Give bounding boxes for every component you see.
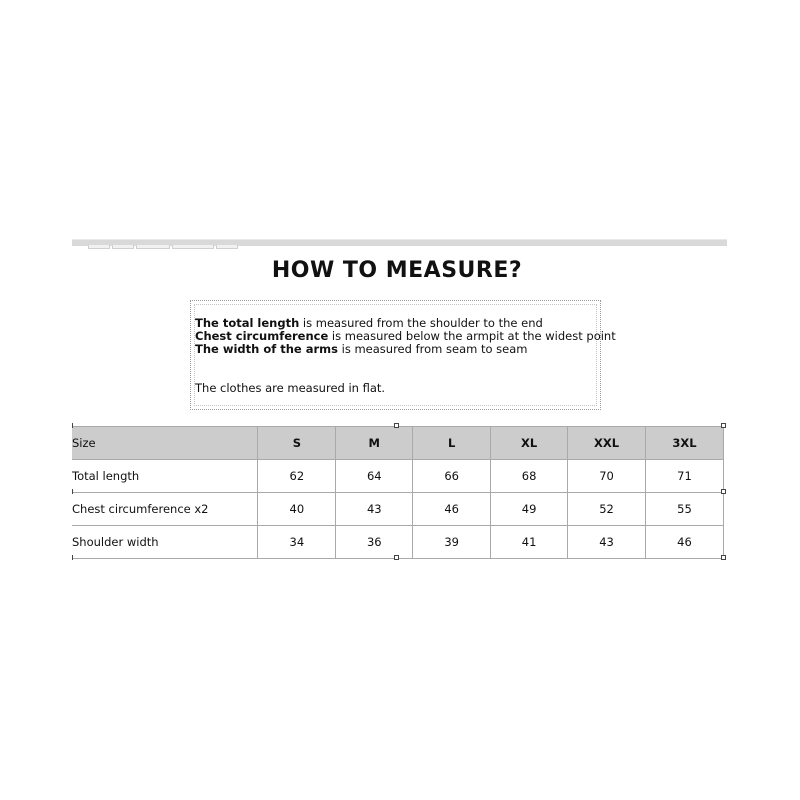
table-cell[interactable]: 71 — [646, 460, 724, 493]
editor-toolbar-strip — [72, 239, 727, 246]
table-cell[interactable]: 62 — [258, 460, 336, 493]
instruction-term: The total length — [195, 316, 300, 330]
page-title: HOW TO MEASURE? — [271, 258, 523, 283]
header-cell-xl[interactable]: XL — [491, 427, 568, 460]
header-cell-size[interactable]: Size — [72, 427, 258, 460]
table-cell[interactable]: 43 — [336, 493, 413, 526]
table-cell[interactable]: 55 — [646, 493, 724, 526]
instruction-term: The width of the arms — [195, 342, 338, 356]
toolbar-tab[interactable] — [216, 245, 238, 249]
resize-handle-top-left[interactable] — [72, 423, 73, 428]
instruction-line — [195, 343, 616, 356]
table-row — [72, 460, 724, 493]
resize-handle-middle-right[interactable] — [721, 489, 726, 494]
resize-handle-bottom-right[interactable] — [721, 555, 726, 560]
header-cell-l[interactable]: L — [413, 427, 491, 460]
row-label-total-length[interactable]: Total length — [72, 460, 258, 493]
header-cell-3xl[interactable]: 3XL — [646, 427, 724, 460]
row-label-chest-circumference[interactable]: Chest circumference x2 — [72, 493, 258, 526]
table-cell[interactable]: 34 — [258, 526, 336, 559]
table-row — [72, 493, 724, 526]
toolbar-tab[interactable] — [136, 245, 170, 249]
instruction-description: is measured from seam to seam — [337, 342, 528, 356]
instruction-description: is measured from the shoulder to the end — [299, 316, 543, 330]
table-cell[interactable]: 43 — [568, 526, 646, 559]
table-cell[interactable]: 64 — [336, 460, 413, 493]
resize-handle-top-middle[interactable] — [394, 423, 399, 428]
header-cell-xxl[interactable]: XXL — [568, 427, 646, 460]
header-cell-m[interactable]: M — [336, 427, 413, 460]
measurement-instructions — [195, 317, 616, 356]
table-cell[interactable]: 66 — [413, 460, 491, 493]
row-label-shoulder-width[interactable]: Shoulder width — [72, 526, 258, 559]
header-cell-s[interactable]: S — [258, 427, 336, 460]
resize-handle-top-right[interactable] — [721, 423, 726, 428]
measurement-note: The clothes are measured in flat. — [195, 381, 386, 395]
table-cell[interactable]: 46 — [646, 526, 724, 559]
table-cell[interactable]: 41 — [491, 526, 568, 559]
table-cell[interactable]: 40 — [258, 493, 336, 526]
instruction-description: is measured below the armpit at the widest point — [328, 329, 616, 343]
table-cell[interactable]: 70 — [568, 460, 646, 493]
toolbar-tab[interactable] — [88, 245, 110, 249]
table-row — [72, 526, 724, 559]
toolbar-tab[interactable] — [112, 245, 134, 249]
size-chart-table[interactable] — [72, 426, 724, 559]
table-cell[interactable]: 39 — [413, 526, 491, 559]
resize-handle-bottom-middle[interactable] — [394, 555, 399, 560]
table-cell[interactable]: 49 — [491, 493, 568, 526]
table-cell[interactable]: 46 — [413, 493, 491, 526]
table-cell[interactable]: 68 — [491, 460, 568, 493]
resize-handle-bottom-left[interactable] — [72, 555, 73, 560]
toolbar-tab[interactable] — [172, 245, 214, 249]
table-cell[interactable]: 52 — [568, 493, 646, 526]
table-cell[interactable]: 36 — [336, 526, 413, 559]
table-header-row — [72, 427, 724, 460]
instruction-term: Chest circumference — [195, 329, 329, 343]
resize-handle-middle-left[interactable] — [72, 489, 73, 494]
